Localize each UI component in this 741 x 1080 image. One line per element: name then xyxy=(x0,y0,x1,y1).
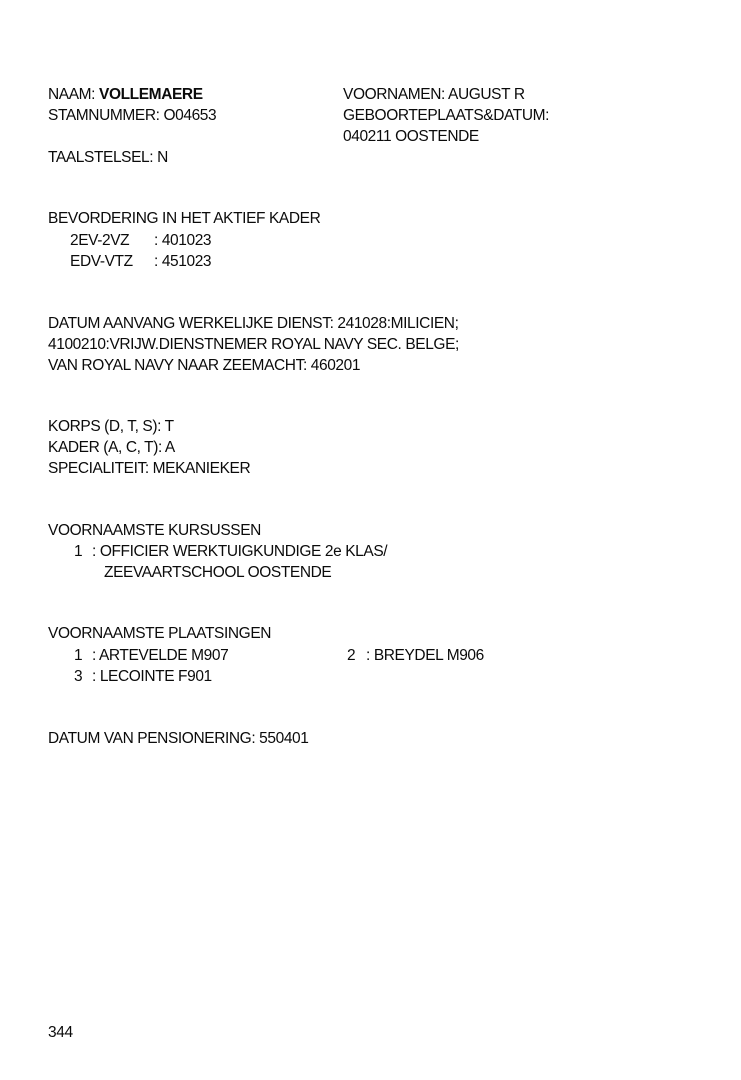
kursus-text-line-1: : OFFICIER WERKTUIGKUNDIGE 2e KLAS/ xyxy=(92,543,388,560)
kader-line: KADER (A, C, T): A xyxy=(48,439,175,456)
bevordering-heading: BEVORDERING IN HET AKTIEF KADER xyxy=(48,210,321,227)
plaatsingen-heading: VOORNAAMSTE PLAATSINGEN xyxy=(48,625,272,642)
bevordering-date-2: : 451023 xyxy=(154,253,212,270)
naam-line xyxy=(48,84,203,105)
dienst-line-3: VAN ROYAL NAVY NAAR ZEEMACHT: 460201 xyxy=(48,357,361,374)
plaatsing-text-1: : ARTEVELDE M907 xyxy=(92,647,229,664)
stamnummer-line xyxy=(48,105,216,126)
dienst-line-1: DATUM AANVANG WERKELIJKE DIENST: 241028:MILICIEN; xyxy=(48,315,459,332)
geboorte-label: GEBOORTEPLAATS&DATUM: xyxy=(343,107,550,124)
stamnummer-value: O04653 xyxy=(163,107,217,124)
bevordering-rank-2: EDV-VTZ xyxy=(70,253,133,270)
kursus-number: 1 xyxy=(74,543,83,560)
taalstelsel-line xyxy=(48,147,168,168)
stamnummer-label: STAMNUMMER: xyxy=(48,107,160,124)
taalstelsel-label: TAALSTELSEL: xyxy=(48,149,154,166)
plaatsing-number-1: 1 xyxy=(74,647,83,664)
naam-label: NAAM: xyxy=(48,86,96,103)
plaatsing-number-2: 2 xyxy=(347,647,356,664)
bevordering-date-1: : 401023 xyxy=(154,232,212,249)
specialiteit-line: SPECIALITEIT: MEKANIEKER xyxy=(48,460,251,477)
bevordering-rank-1: 2EV-2VZ xyxy=(70,232,130,249)
kursussen-heading: VOORNAAMSTE KURSUSSEN xyxy=(48,522,261,539)
page-number: 344 xyxy=(48,1024,73,1041)
plaatsing-number-3: 3 xyxy=(74,668,83,685)
plaatsing-text-3: : LECOINTE F901 xyxy=(92,668,212,685)
voornamen-value: AUGUST R xyxy=(448,86,525,103)
dienst-line-2: 4100210:VRIJW.DIENSTNEMER ROYAL NAVY SEC. BELGE; xyxy=(48,336,459,353)
naam-value: VOLLEMAERE xyxy=(99,86,203,103)
voornamen-label: VOORNAMEN: xyxy=(343,86,445,103)
pensionering-line: DATUM VAN PENSIONERING: 550401 xyxy=(48,730,309,747)
voornamen-line xyxy=(343,84,525,105)
geboorte-value: 040211 OOSTENDE xyxy=(343,128,479,145)
plaatsing-text-2: : BREYDEL M906 xyxy=(366,647,484,664)
korps-line: KORPS (D, T, S): T xyxy=(48,418,174,435)
kursus-text-line-2: ZEEVAARTSCHOOL OOSTENDE xyxy=(104,564,332,581)
taalstelsel-value: N xyxy=(157,149,168,166)
